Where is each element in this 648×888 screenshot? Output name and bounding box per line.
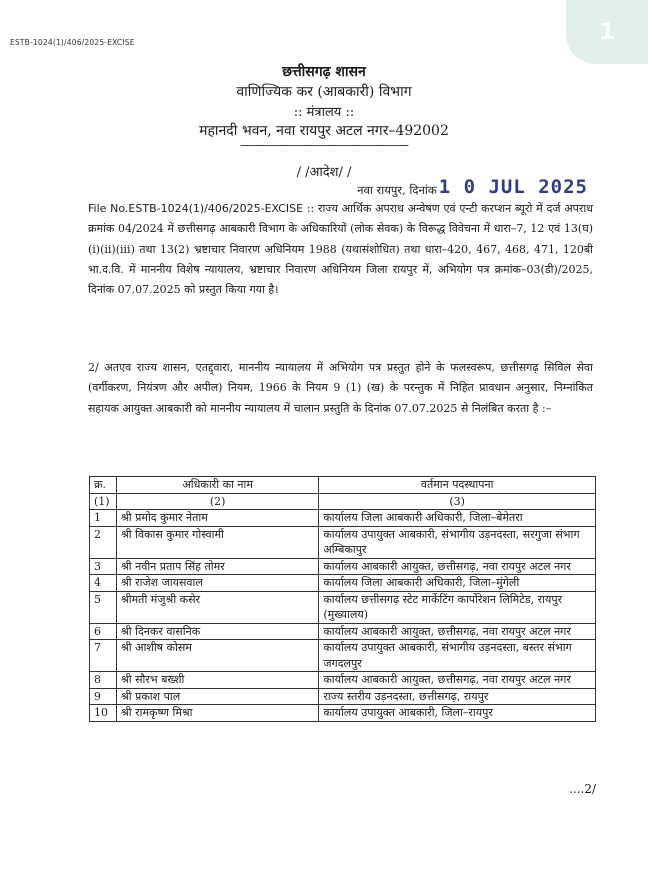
continuation-marker: ....2/ bbox=[569, 782, 596, 796]
paragraph-2: 2/ अतएव राज्य शासन, एतद्द्वारा, माननीय न्यायालय में अभियोग पत्र प्रस्तुत होने के फलस्वरूप, छत्तीसगढ़ सिविल सेवा (वर्गीकरण, नियंत्रण और अपील) नियम, 1966 के नियम 9 (1) (ख) के परन्तुक में निहित प्रावधान अनुसार, निम्नांकित सहायक आयुक्त आबकारी को माननीय न्यायालय में चालान प्रस्तुति के दिनांक 07.07.2025 से निलंबित करता है :– bbox=[88, 361, 593, 415]
cell-posting: कार्यालय उपायुक्त आबकारी, संभागीय उड़नदस्ता, बस्तर संभाग जगदलपुर bbox=[319, 640, 596, 672]
order-title: / /आदेश/ / bbox=[296, 165, 352, 180]
cell-officer-name: श्री दिनकर वासनिक bbox=[116, 623, 318, 640]
table-number-row bbox=[90, 493, 596, 510]
cell-officer-name: श्री सौरभ बख्शी bbox=[116, 672, 318, 689]
file-number: File No.ESTB-1024(1)/406/2025-EXCISE bbox=[88, 202, 304, 215]
cell-sno: 2 bbox=[90, 526, 117, 558]
cell-posting: कार्यालय आबकारी आयुक्त, छत्तीसगढ़, नवा रायपुर अटल नगर bbox=[319, 623, 596, 640]
cell-sno: 7 bbox=[90, 640, 117, 672]
table-row bbox=[90, 640, 596, 672]
table-header-row bbox=[90, 477, 596, 494]
department-title: वाणिज्यिक कर (आबकारी) विभाग bbox=[236, 84, 412, 100]
cell-posting: कार्यालय जिला आबकारी अधिकारी, जिला–बेमेतरा bbox=[319, 510, 596, 527]
cell-posting: कार्यालय छत्तीसगढ़ स्टेट मार्केटिंग कार्पोरेशन लिमिटेड, रायपुर (मुख्यालय) bbox=[319, 591, 596, 623]
dateline bbox=[357, 176, 588, 198]
cell-posting: कार्यालय उपायुक्त आबकारी, जिला–रायपुर bbox=[319, 705, 596, 722]
cell-posting: कार्यालय उपायुक्त आबकारी, संभागीय उड़नदस्ता, सरगुजा संभाग अम्बिकापुर bbox=[319, 526, 596, 558]
table-body bbox=[90, 510, 596, 722]
date-stamp: 1 0 JUL 2025 bbox=[438, 176, 588, 198]
page-number: 1 bbox=[599, 19, 615, 45]
cell-posting: कार्यालय आबकारी आयुक्त, छत्तीसगढ़, नवा रायपुर अटल नगर bbox=[319, 558, 596, 575]
table-row bbox=[90, 510, 596, 527]
cell-officer-name: श्री राजेश जायसवाल bbox=[116, 575, 318, 592]
cell-officer-name: श्री नवीन प्रताप सिंह तोमर bbox=[116, 558, 318, 575]
table-row bbox=[90, 705, 596, 722]
cell-sno: 3 bbox=[90, 558, 117, 575]
cell-officer-name: श्री आशीष कोसम bbox=[116, 640, 318, 672]
table-row bbox=[90, 591, 596, 623]
cell-posting: राज्य स्तरीय उड़नदस्ता, छत्तीसगढ़, रायपुर bbox=[319, 688, 596, 705]
paragraph-1-text: :: राज्य आर्थिक अपराध अन्वेषण एवं एन्टी करप्शन ब्यूरो में दर्ज अपराध क्रमांक 04/2024 में छत्तीसगढ़ आबकारी विभाग के अधिकारियों (लोक सेवक) के विरूद्ध विवेचना में धारा–7, 12 एवं 13(घ) (i)(ii)(iii) तथा 13(2) भ्रष्टाचार निवारण अधिनियम 1988 (यथासंशोधित) तथा धारा–420, 467, 468, 471, 120बी भा.द.वि. में माननीय विशेष न्यायालय, भ्रष्टाचार निवारण अधिनियम जिला रायपुर में, अभियोग पत्र क्रमांक–03(डी)/2025, दिनांक 07.07.2025 को प्रस्तुत किया गया है। bbox=[88, 202, 593, 297]
government-title: छत्तीसगढ़ शासन bbox=[282, 64, 366, 80]
officers-table bbox=[89, 476, 596, 722]
office-address: महानदी भवन, नवा रायपुर अटल नगर–492002 bbox=[199, 123, 449, 139]
header-officer-name: अधिकारी का नाम bbox=[116, 477, 318, 494]
cell-officer-name: श्री प्रकाश पाल bbox=[116, 688, 318, 705]
header-num-2: (2) bbox=[116, 493, 318, 510]
cell-officer-name: श्रीमती मंजुश्री कसेर bbox=[116, 591, 318, 623]
cell-sno: 9 bbox=[90, 688, 117, 705]
cell-sno: 6 bbox=[90, 623, 117, 640]
header-current-posting: वर्तमान पदस्थापना bbox=[319, 477, 596, 494]
dateline-prefix: नवा रायपुर, दिनांक bbox=[357, 183, 437, 197]
cell-officer-name: श्री विकास कुमार गोस्वामी bbox=[116, 526, 318, 558]
page-number-badge bbox=[566, 0, 648, 64]
table-row bbox=[90, 672, 596, 689]
header-num-1: (1) bbox=[90, 493, 117, 510]
cell-posting: कार्यालय जिला आबकारी अधिकारी, जिला–मुंगेली bbox=[319, 575, 596, 592]
cell-sno: 5 bbox=[90, 591, 117, 623]
cell-officer-name: श्री रामकृष्ण मिश्रा bbox=[116, 705, 318, 722]
file-reference-small: ESTB-1024(1)/406/2025-EXCISE bbox=[10, 38, 135, 47]
cell-posting: कार्यालय आबकारी आयुक्त, छत्तीसगढ़, नवा रायपुर अटल नगर bbox=[319, 672, 596, 689]
cell-officer-name: श्री प्रमोद कुमार नेताम bbox=[116, 510, 318, 527]
table-row bbox=[90, 688, 596, 705]
table-row bbox=[90, 575, 596, 592]
office-title: :: मंत्रालय :: bbox=[293, 105, 355, 120]
cell-sno: 4 bbox=[90, 575, 117, 592]
paragraph-1 bbox=[88, 199, 593, 300]
table-row bbox=[90, 558, 596, 575]
table-row bbox=[90, 623, 596, 640]
cell-sno: 1 bbox=[90, 510, 117, 527]
cell-sno: 8 bbox=[90, 672, 117, 689]
cell-sno: 10 bbox=[90, 705, 117, 722]
table-row bbox=[90, 526, 596, 558]
header-sno: क्र. bbox=[90, 477, 117, 494]
header-underline: —————————————— bbox=[240, 138, 408, 153]
header-num-3: (3) bbox=[319, 493, 596, 510]
